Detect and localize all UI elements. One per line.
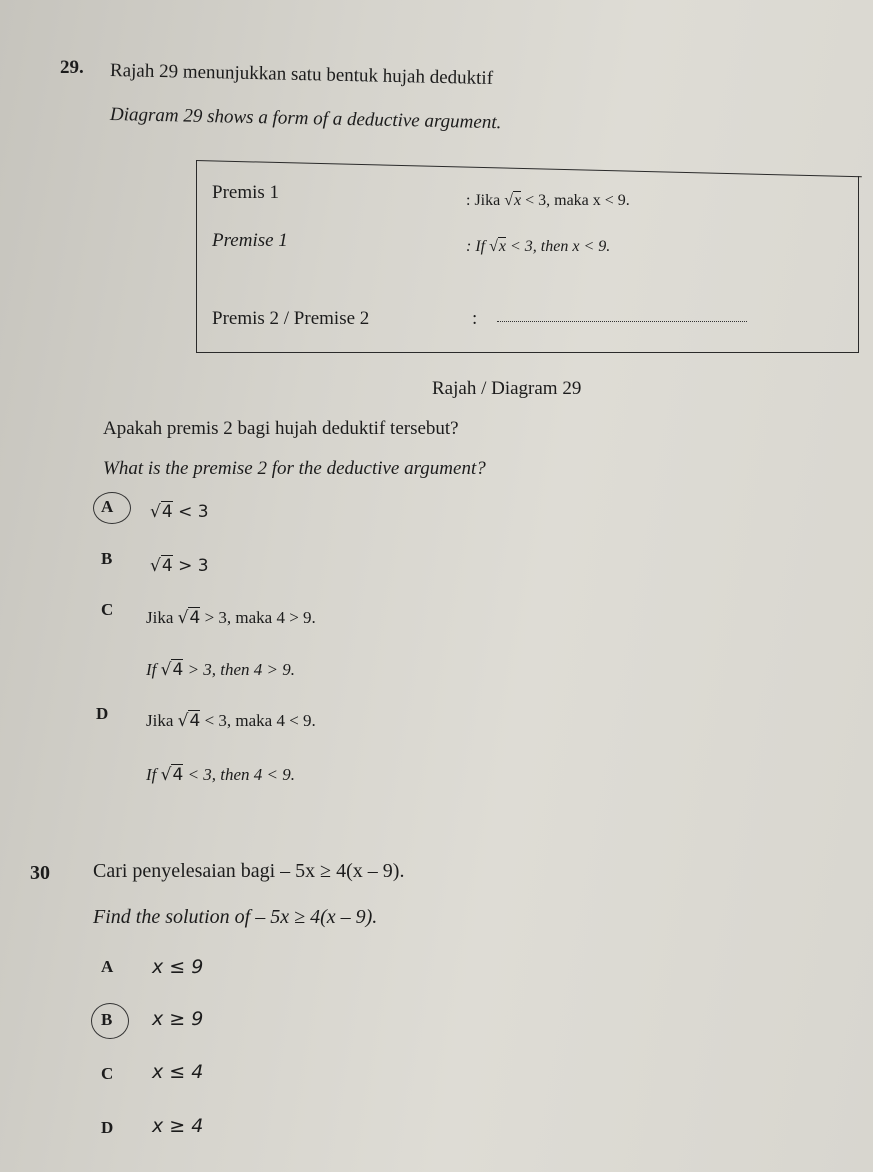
q30-option-c-letter[interactable]: C: [101, 1064, 114, 1083]
q29-option-a-letter[interactable]: A: [101, 497, 114, 516]
premise1-label: Premise 1: [212, 230, 288, 251]
q30-option-b-letter[interactable]: B: [101, 1010, 113, 1029]
q30-option-b[interactable]: x ≥ 9: [152, 1008, 204, 1030]
q29-option-d-letter[interactable]: D: [96, 704, 109, 723]
diagram-caption: Rajah / Diagram 29: [432, 378, 582, 399]
q30-question-en: Find the solution of – 5x ≥ 4(x – 9).: [93, 906, 378, 928]
q29-question-ms: Apakah premis 2 bagi hujah deduktif tersebut?: [103, 418, 459, 439]
q29-number: 29.: [60, 57, 84, 78]
q30-option-a[interactable]: x ≤ 9: [152, 956, 204, 978]
sqrt-x-en: √x: [489, 238, 506, 255]
q29-intro-en: Diagram 29 shows a form of a deductive argument.: [109, 104, 502, 134]
q30-number: 30: [30, 862, 50, 884]
premis2-colon: :: [472, 308, 478, 329]
q30-option-d-letter[interactable]: D: [101, 1118, 114, 1137]
q29-option-d-line1[interactable]: Jika √4 < 3, maka 4 < 9.: [146, 711, 316, 731]
sqrt-x: √x: [504, 192, 522, 209]
premis1-label: Premis 1: [212, 182, 280, 203]
q30-option-a-letter[interactable]: A: [101, 957, 114, 976]
premis1-text: : Jika √x < 3, maka x < 9.: [466, 192, 630, 209]
q30-question-ms: Cari penyelesaian bagi – 5x ≥ 4(x – 9).: [93, 860, 405, 882]
q29-option-d-line2[interactable]: If √4 < 3, then 4 < 9.: [146, 765, 296, 785]
q29-option-a[interactable]: √4 < 3: [150, 502, 209, 522]
premis2-blank: [497, 321, 747, 322]
q29-option-b-letter[interactable]: B: [101, 549, 113, 568]
premise1-text: : If √x < 3, then x < 9.: [466, 238, 611, 255]
q29-intro-ms: Rajah 29 menunjukkan satu bentuk hujah deduktif: [109, 60, 494, 90]
argument-box-right: [858, 176, 859, 352]
q30-option-d[interactable]: x ≥ 4: [152, 1115, 204, 1137]
q29-option-c-letter[interactable]: C: [101, 600, 114, 619]
q30-option-c[interactable]: x ≤ 4: [152, 1061, 204, 1083]
q29-option-b[interactable]: √4 > 3: [150, 556, 209, 576]
premis2-label: Premis 2 / Premise 2: [212, 308, 370, 329]
q29-option-c-line2[interactable]: If √4 > 3, then 4 > 9.: [146, 660, 296, 680]
q29-option-c-line1[interactable]: Jika √4 > 3, maka 4 > 9.: [146, 608, 316, 628]
q29-question-en: What is the premise 2 for the deductive argument?: [103, 458, 486, 479]
